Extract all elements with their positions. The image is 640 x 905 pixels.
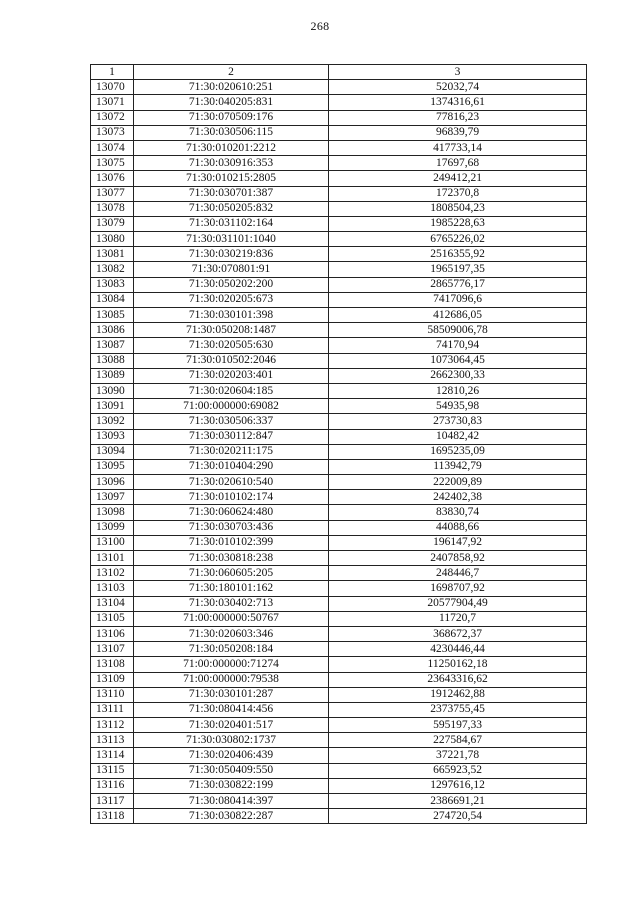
column-header-2: 2 — [134, 65, 329, 80]
table-row — [91, 186, 587, 201]
row-number-cell: 13098 — [91, 505, 134, 520]
cadastral-number-cell: 71:30:080414:456 — [134, 702, 329, 717]
row-number-cell: 13099 — [91, 520, 134, 535]
cadastral-number-cell: 71:30:030822:199 — [134, 778, 329, 793]
table-row — [91, 702, 587, 717]
cadastral-number-cell: 71:00:000000:79538 — [134, 672, 329, 687]
cadastral-number-cell: 71:30:020406:439 — [134, 748, 329, 763]
table-row — [91, 156, 587, 171]
table-row — [91, 763, 587, 778]
table-row — [91, 80, 587, 95]
cadastral-number-cell: 71:30:020505:630 — [134, 338, 329, 353]
table-row — [91, 794, 587, 809]
value-cell: 242402,38 — [329, 490, 587, 505]
cadastral-number-cell: 71:30:050409:550 — [134, 763, 329, 778]
value-cell: 227584,67 — [329, 733, 587, 748]
cadastral-number-cell: 71:30:030818:238 — [134, 551, 329, 566]
row-number-cell: 13090 — [91, 383, 134, 398]
cadastral-number-cell: 71:30:030703:436 — [134, 520, 329, 535]
column-header-1: 1 — [91, 65, 134, 80]
cadastral-number-cell: 71:30:020401:517 — [134, 718, 329, 733]
row-number-cell: 13105 — [91, 611, 134, 626]
value-cell: 1073064,45 — [329, 353, 587, 368]
cadastral-number-cell: 71:00:000000:69082 — [134, 399, 329, 414]
value-cell: 368672,37 — [329, 626, 587, 641]
cadastral-number-cell: 71:30:020610:540 — [134, 475, 329, 490]
row-number-cell: 13117 — [91, 794, 134, 809]
value-cell: 52032,74 — [329, 80, 587, 95]
row-number-cell: 13111 — [91, 702, 134, 717]
table-row — [91, 626, 587, 641]
row-number-cell: 13101 — [91, 551, 134, 566]
cadastral-number-cell: 71:30:180101:162 — [134, 581, 329, 596]
row-number-cell: 13106 — [91, 626, 134, 641]
table-row — [91, 748, 587, 763]
row-number-cell: 13071 — [91, 95, 134, 110]
cadastral-number-cell: 71:30:070801:91 — [134, 262, 329, 277]
column-header-3: 3 — [329, 65, 587, 80]
value-cell: 595197,33 — [329, 718, 587, 733]
value-cell: 83830,74 — [329, 505, 587, 520]
cadastral-number-cell: 71:30:010102:399 — [134, 535, 329, 550]
row-number-cell: 13081 — [91, 247, 134, 262]
cadastral-value-table — [90, 64, 587, 824]
table-row — [91, 657, 587, 672]
value-cell: 412686,05 — [329, 308, 587, 323]
value-cell: 12810,26 — [329, 383, 587, 398]
cadastral-number-cell: 71:30:050208:1487 — [134, 323, 329, 338]
row-number-cell: 13115 — [91, 763, 134, 778]
table-row — [91, 399, 587, 414]
cadastral-number-cell: 71:00:000000:71274 — [134, 657, 329, 672]
value-cell: 1297616,12 — [329, 778, 587, 793]
value-cell: 4230446,44 — [329, 642, 587, 657]
cadastral-number-cell: 71:30:031102:164 — [134, 216, 329, 231]
value-cell: 1374316,61 — [329, 95, 587, 110]
value-cell: 665923,52 — [329, 763, 587, 778]
cadastral-number-cell: 71:30:050202:200 — [134, 277, 329, 292]
table-row — [91, 551, 587, 566]
row-number-cell: 13103 — [91, 581, 134, 596]
value-cell: 273730,83 — [329, 414, 587, 429]
row-number-cell: 13118 — [91, 809, 134, 824]
cadastral-number-cell: 71:30:030219:836 — [134, 247, 329, 262]
table-header — [91, 65, 587, 80]
row-number-cell: 13112 — [91, 718, 134, 733]
row-number-cell: 13084 — [91, 292, 134, 307]
value-cell: 6765226,02 — [329, 232, 587, 247]
row-number-cell: 13107 — [91, 642, 134, 657]
table-row — [91, 368, 587, 383]
cadastral-number-cell: 71:30:030402:713 — [134, 596, 329, 611]
cadastral-number-cell: 71:30:030802:1737 — [134, 733, 329, 748]
table-row — [91, 596, 587, 611]
value-cell: 54935,98 — [329, 399, 587, 414]
row-number-cell: 13116 — [91, 778, 134, 793]
cadastral-number-cell: 71:30:030506:115 — [134, 125, 329, 140]
value-cell: 2865776,17 — [329, 277, 587, 292]
row-number-cell: 13070 — [91, 80, 134, 95]
table-row — [91, 232, 587, 247]
table-row — [91, 216, 587, 231]
value-cell: 2516355,92 — [329, 247, 587, 262]
cadastral-number-cell: 71:30:010502:2046 — [134, 353, 329, 368]
row-number-cell: 13083 — [91, 277, 134, 292]
cadastral-number-cell: 71:00:000000:50767 — [134, 611, 329, 626]
table-row — [91, 95, 587, 110]
value-cell: 113942,79 — [329, 459, 587, 474]
row-number-cell: 13102 — [91, 566, 134, 581]
table-row — [91, 353, 587, 368]
row-number-cell: 13095 — [91, 459, 134, 474]
row-number-cell: 13104 — [91, 596, 134, 611]
page-number: 268 — [310, 19, 330, 33]
value-cell: 274720,54 — [329, 809, 587, 824]
cadastral-number-cell: 71:30:060624:480 — [134, 505, 329, 520]
cadastral-number-cell: 71:30:040205:831 — [134, 95, 329, 110]
cadastral-number-cell: 71:30:010201:2212 — [134, 140, 329, 155]
cadastral-number-cell: 71:30:020211:175 — [134, 444, 329, 459]
row-number-cell: 13075 — [91, 156, 134, 171]
row-number-cell: 13091 — [91, 399, 134, 414]
value-cell: 417733,14 — [329, 140, 587, 155]
table-row — [91, 171, 587, 186]
value-cell: 17697,68 — [329, 156, 587, 171]
row-number-cell: 13092 — [91, 414, 134, 429]
value-cell: 248446,7 — [329, 566, 587, 581]
row-number-cell: 13110 — [91, 687, 134, 702]
value-cell: 1808504,23 — [329, 201, 587, 216]
table-row — [91, 444, 587, 459]
table-row — [91, 323, 587, 338]
cadastral-number-cell: 71:30:030701:387 — [134, 186, 329, 201]
row-number-cell: 13076 — [91, 171, 134, 186]
row-number-cell: 13100 — [91, 535, 134, 550]
row-number-cell: 13078 — [91, 201, 134, 216]
row-number-cell: 13093 — [91, 429, 134, 444]
value-cell: 172370,8 — [329, 186, 587, 201]
table-row — [91, 611, 587, 626]
value-cell: 1695235,09 — [329, 444, 587, 459]
table-row — [91, 475, 587, 490]
value-cell: 58509006,78 — [329, 323, 587, 338]
row-number-cell: 13080 — [91, 232, 134, 247]
table-row — [91, 642, 587, 657]
table-row — [91, 566, 587, 581]
table-row — [91, 383, 587, 398]
value-cell: 11720,7 — [329, 611, 587, 626]
cadastral-number-cell: 71:30:080414:397 — [134, 794, 329, 809]
table-row — [91, 733, 587, 748]
value-cell: 1985228,63 — [329, 216, 587, 231]
table-row — [91, 687, 587, 702]
row-number-cell: 13073 — [91, 125, 134, 140]
table-row — [91, 308, 587, 323]
value-cell: 2386691,21 — [329, 794, 587, 809]
table-body — [91, 80, 587, 824]
table-row — [91, 292, 587, 307]
row-number-cell: 13087 — [91, 338, 134, 353]
value-cell: 249412,21 — [329, 171, 587, 186]
table-row — [91, 718, 587, 733]
row-number-cell: 13108 — [91, 657, 134, 672]
table-row — [91, 581, 587, 596]
table-row — [91, 459, 587, 474]
cadastral-number-cell: 71:30:030101:398 — [134, 308, 329, 323]
table-row — [91, 262, 587, 277]
row-number-cell: 13109 — [91, 672, 134, 687]
table-row — [91, 778, 587, 793]
value-cell: 1698707,92 — [329, 581, 587, 596]
row-number-cell: 13096 — [91, 475, 134, 490]
cadastral-number-cell: 71:30:031101:1040 — [134, 232, 329, 247]
table-row — [91, 809, 587, 824]
cadastral-number-cell: 71:30:020604:185 — [134, 383, 329, 398]
table-row — [91, 338, 587, 353]
cadastral-number-cell: 71:30:030101:287 — [134, 687, 329, 702]
value-cell: 11250162,18 — [329, 657, 587, 672]
table-row — [91, 520, 587, 535]
row-number-cell: 13094 — [91, 444, 134, 459]
row-number-cell: 13074 — [91, 140, 134, 155]
row-number-cell: 13113 — [91, 733, 134, 748]
value-cell: 7417096,6 — [329, 292, 587, 307]
cadastral-number-cell: 71:30:020203:401 — [134, 368, 329, 383]
cadastral-number-cell: 71:30:020610:251 — [134, 80, 329, 95]
row-number-cell: 13114 — [91, 748, 134, 763]
value-cell: 77816,23 — [329, 110, 587, 125]
row-number-cell: 13086 — [91, 323, 134, 338]
row-number-cell: 13079 — [91, 216, 134, 231]
table-row — [91, 110, 587, 125]
row-number-cell: 13088 — [91, 353, 134, 368]
table-row — [91, 201, 587, 216]
value-cell: 1965197,35 — [329, 262, 587, 277]
value-cell: 2407858,92 — [329, 551, 587, 566]
row-number-cell: 13077 — [91, 186, 134, 201]
cadastral-number-cell: 71:30:020205:673 — [134, 292, 329, 307]
cadastral-number-cell: 71:30:050208:184 — [134, 642, 329, 657]
cadastral-number-cell: 71:30:010404:290 — [134, 459, 329, 474]
row-number-cell: 13097 — [91, 490, 134, 505]
value-cell: 2373755,45 — [329, 702, 587, 717]
table-row — [91, 140, 587, 155]
value-cell: 10482,42 — [329, 429, 587, 444]
cadastral-number-cell: 71:30:030916:353 — [134, 156, 329, 171]
row-number-cell: 13082 — [91, 262, 134, 277]
value-cell: 23643316,62 — [329, 672, 587, 687]
table-row — [91, 429, 587, 444]
value-cell: 2662300,33 — [329, 368, 587, 383]
value-cell: 1912462,88 — [329, 687, 587, 702]
cadastral-number-cell: 71:30:030822:287 — [134, 809, 329, 824]
cadastral-number-cell: 71:30:010102:174 — [134, 490, 329, 505]
value-cell: 96839,79 — [329, 125, 587, 140]
value-cell: 74170,94 — [329, 338, 587, 353]
cadastral-number-cell: 71:30:030506:337 — [134, 414, 329, 429]
value-cell: 196147,92 — [329, 535, 587, 550]
table-row — [91, 535, 587, 550]
row-number-cell: 13089 — [91, 368, 134, 383]
table-row — [91, 672, 587, 687]
row-number-cell: 13072 — [91, 110, 134, 125]
value-cell: 20577904,49 — [329, 596, 587, 611]
value-cell: 44088,66 — [329, 520, 587, 535]
cadastral-number-cell: 71:30:070509:176 — [134, 110, 329, 125]
cadastral-number-cell: 71:30:010215:2805 — [134, 171, 329, 186]
value-cell: 222009,89 — [329, 475, 587, 490]
table-row — [91, 125, 587, 140]
table-row — [91, 490, 587, 505]
table-row — [91, 505, 587, 520]
cadastral-number-cell: 71:30:060605:205 — [134, 566, 329, 581]
cadastral-number-cell: 71:30:030112:847 — [134, 429, 329, 444]
cadastral-number-cell: 71:30:020603:346 — [134, 626, 329, 641]
cadastral-number-cell: 71:30:050205:832 — [134, 201, 329, 216]
table-row — [91, 414, 587, 429]
value-cell: 37221,78 — [329, 748, 587, 763]
table-row — [91, 247, 587, 262]
row-number-cell: 13085 — [91, 308, 134, 323]
table-row — [91, 277, 587, 292]
header-row — [91, 65, 587, 80]
